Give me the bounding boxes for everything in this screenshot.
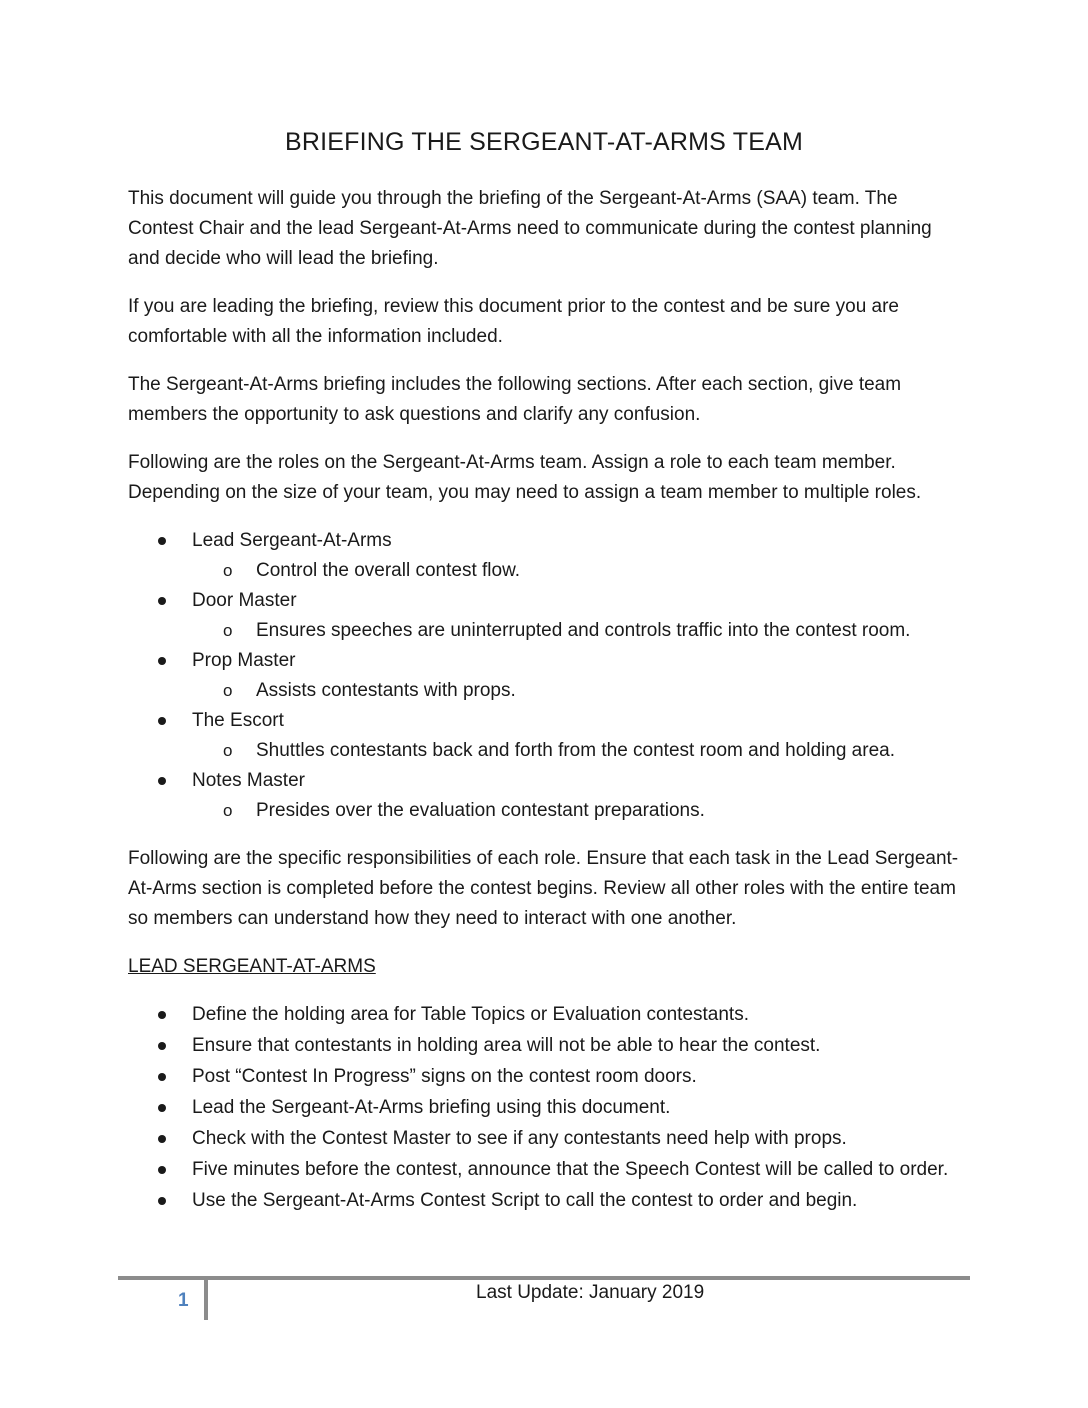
sub-bullet-icon: o (223, 561, 233, 580)
footer-vertical-rule (204, 1278, 208, 1320)
page-title: BRIEFING THE SERGEANT-AT-ARMS TEAM (285, 128, 803, 156)
bullet-icon (158, 1073, 166, 1081)
role-item (128, 526, 963, 586)
bullet-icon (158, 657, 166, 665)
role-description-item (192, 676, 963, 706)
task-text: Check with the Contest Master to see if any contestants need help with props. (192, 1128, 847, 1149)
bullet-icon (158, 1011, 166, 1019)
role-sublist (192, 736, 963, 766)
roles-intro-paragraph: Following are the roles on the Sergeant-At-Arms team. Assign a role to each team member. Depending on the size of your team, you may need to assign a team member to multiple roles. (128, 452, 922, 503)
task-text: Define the holding area for Table Topics or Evaluation contestants. (192, 1004, 749, 1025)
bullet-icon (158, 597, 166, 605)
roles-list (128, 526, 963, 826)
page-number: 1 (178, 1290, 189, 1311)
role-description-item (192, 796, 963, 826)
bullet-icon (158, 777, 166, 785)
task-text: Ensure that contestants in holding area will not be able to hear the contest. (192, 1035, 821, 1056)
task-item (128, 1155, 963, 1185)
bullet-icon (158, 1166, 166, 1174)
bullet-icon (158, 1197, 166, 1205)
sub-bullet-icon: o (223, 741, 233, 760)
role-item (128, 766, 963, 826)
document-body (128, 184, 963, 1234)
role-description: Ensures speeches are uninterrupted and controls traffic into the contest room. (256, 620, 911, 641)
responsibilities-paragraph: Following are the specific responsibilities of each role. Ensure that each task in the Lead Sergeant-At-Arms section is completed before the contest begins. Review all other roles with the entire team so members can understand how they need to interact with one another. (128, 848, 959, 929)
role-name: Prop Master (192, 650, 296, 671)
role-name: Lead Sergeant-At-Arms (192, 530, 392, 551)
sub-bullet-icon: o (223, 801, 233, 820)
bullet-icon (158, 717, 166, 725)
bullet-icon (158, 1042, 166, 1050)
sub-bullet-icon: o (223, 621, 233, 640)
role-name: Door Master (192, 590, 297, 611)
task-item (128, 1031, 963, 1061)
sub-bullet-icon: o (223, 681, 233, 700)
bullet-icon (158, 537, 166, 545)
task-item (128, 1124, 963, 1154)
role-sublist (192, 676, 963, 706)
task-item (128, 1000, 963, 1030)
task-text: Lead the Sergeant-At-Arms briefing using this document. (192, 1097, 671, 1118)
review-paragraph: If you are leading the briefing, review this document prior to the contest and be sure you are comfortable with all the information included. (128, 296, 900, 347)
role-item (128, 586, 963, 646)
role-sublist (192, 616, 963, 646)
role-item (128, 706, 963, 766)
last-update-text: Last Update: January 2019 (476, 1282, 705, 1303)
intro-paragraph: This document will guide you through the briefing of the Sergeant-At-Arms (SAA) team. The Contest Chair and the lead Sergeant-At-Arms need to communicate during the contest planning and decide who will lead the briefing. (128, 188, 932, 269)
role-sublist (192, 796, 963, 826)
task-item (128, 1186, 963, 1216)
role-description-item (192, 556, 963, 586)
bullet-icon (158, 1104, 166, 1112)
task-text: Use the Sergeant-At-Arms Contest Script to call the contest to order and begin. (192, 1190, 858, 1211)
task-text: Five minutes before the contest, announce that the Speech Contest will be called to order. (192, 1159, 949, 1180)
role-sublist (192, 556, 963, 586)
role-description: Presides over the evaluation contestant preparations. (256, 800, 705, 821)
role-description: Control the overall contest flow. (256, 560, 521, 581)
sections-paragraph: The Sergeant-At-Arms briefing includes the following sections. After each section, give team members the opportunity to ask questions and clarify any confusion. (128, 374, 902, 425)
role-description-item (192, 616, 963, 646)
task-item (128, 1093, 963, 1123)
task-item (128, 1062, 963, 1092)
section-heading: LEAD SERGEANT-AT-ARMS (128, 956, 376, 977)
role-description: Assists contestants with props. (256, 680, 516, 701)
task-text: Post “Contest In Progress” signs on the contest room doors. (192, 1066, 697, 1087)
role-name: Notes Master (192, 770, 305, 791)
bullet-icon (158, 1135, 166, 1143)
lead-tasks-list (128, 1000, 963, 1216)
footer-horizontal-rule (118, 1276, 970, 1280)
role-item (128, 646, 963, 706)
role-name: The Escort (192, 710, 284, 731)
role-description: Shuttles contestants back and forth from the contest room and holding area. (256, 740, 895, 761)
role-description-item (192, 736, 963, 766)
